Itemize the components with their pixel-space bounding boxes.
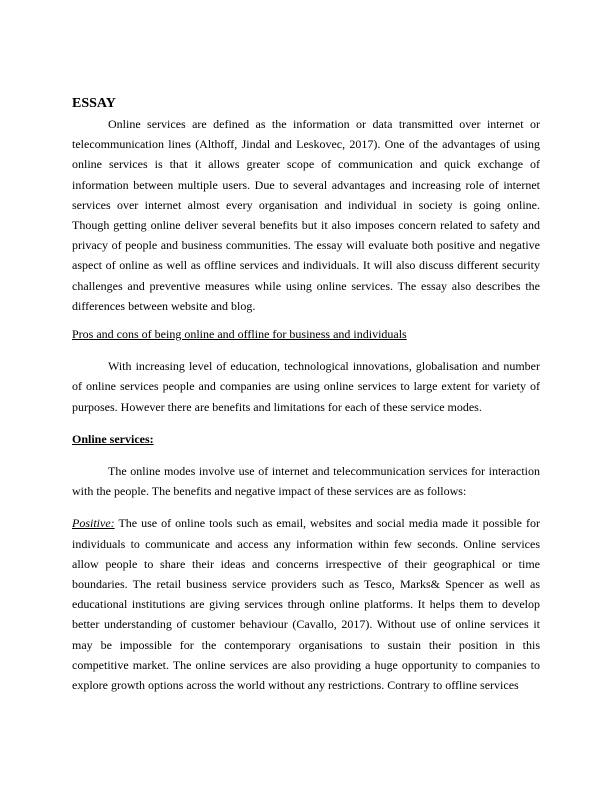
essay-title: ESSAY	[72, 96, 116, 111]
section-paragraph: With increasing level of education, technological innovations, globalisation and number of online services people and companies are using online services to large extent for variety of purposes. However there are benefits and limitations for each of these service modes.	[72, 359, 540, 414]
positive-label: Positive:	[72, 516, 115, 531]
document-page	[72, 96, 540, 695]
section-heading-pros-cons	[72, 324, 540, 344]
online-services-heading	[72, 429, 540, 449]
section-heading-text: Pros and cons of being online and offline for business and individuals	[72, 327, 407, 342]
positive-paragraph	[72, 513, 540, 695]
online-services-paragraph: The online modes involve use of internet and telecommunication services for interaction with the people. The benefits and negative impact of these services are as follows:	[72, 464, 540, 499]
positive-text: The use of online tools such as email, websites and social media made it possible for individuals to communicate and access any information within few seconds. Online services allow people to share their ideas and concerns irrespective of their geographical or time boundaries. The retail business service providers such as Tesco, Marks& Spencer as well as educational institutions are giving services through online platforms. It helps them to develop better understanding of customer behaviour (Cavallo, 2017). Without use of online services it may be impossible for the contemporary organisations to sustain their position in this competitive market. The online services are also providing a huge opportunity to companies to explore growth options across the world without any restrictions. Contrary to offline services	[72, 516, 540, 693]
intro-paragraph: Online services are defined as the information or data transmitted over internet or telecommunication lines (Althoff, Jindal and Leskovec, 2017). One of the advantages of using online services is that it allows greater scope of communication and quick exchange of information between multiple users. Due to several advantages and increasing role of internet services over internet almost every organisation and individual in society is going online. Though getting online deliver several benefits but it also imposes concern related to safety and privacy of people and business communities. The essay will evaluate both positive and negative aspect of online as well as offline services and individuals. It will also discuss different security challenges and preventive measures while using online services. The essay also describes the differences between website and blog.	[72, 117, 540, 313]
online-services-heading-text: Online services:	[72, 431, 154, 446]
